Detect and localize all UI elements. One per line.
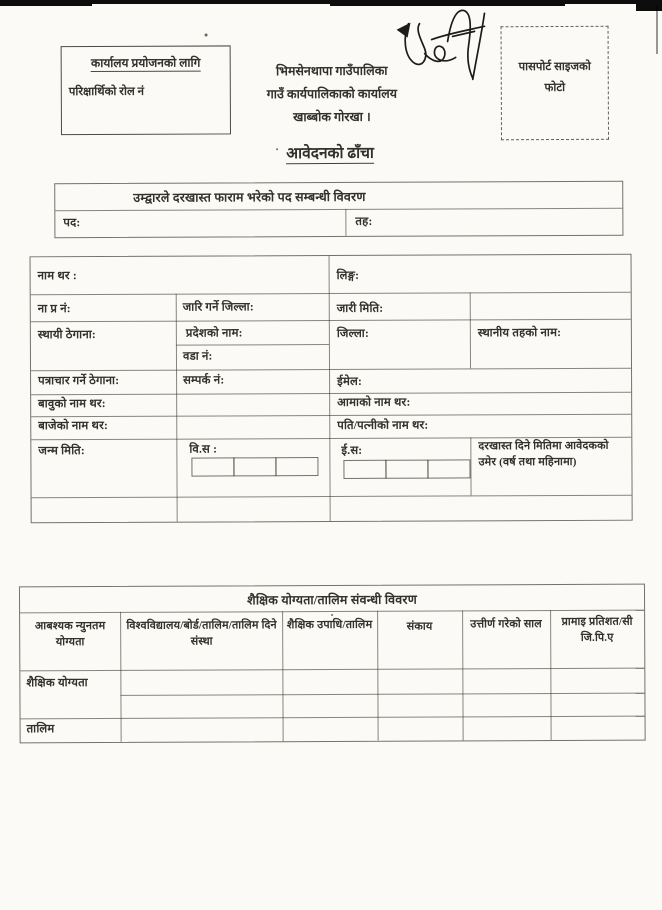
contact-no-label: सम्पर्क नं: — [183, 374, 225, 387]
edu-col-faculty: संकाय — [406, 620, 433, 633]
education-table — [19, 584, 646, 744]
org-name: भिमसेनथापा गाउँपालिका — [275, 63, 388, 79]
divider — [329, 256, 331, 521]
name-label: नाम थर : — [37, 270, 77, 283]
scan-speck — [276, 148, 278, 150]
bs-label: वि.स : — [189, 443, 218, 456]
edu-row-qualification: शैक्षिक योग्यता — [26, 677, 88, 690]
level-label: तह: — [355, 215, 373, 228]
post-table-header: उम्द्वारले दरखास्त फाराम भरेको पद सम्बन्धी विवरण — [133, 189, 366, 205]
divider — [345, 209, 346, 236]
province-name-label: प्रदेशको नाम: — [185, 327, 243, 340]
office-use-title-text: कार्यालय प्रयोजनको लागि — [90, 55, 201, 71]
mailing-address-label: पत्राचार गर्ने ठेगाना: — [38, 374, 120, 388]
form-title-text: आवेदनको ढाँचा — [286, 144, 374, 163]
divider — [176, 294, 178, 522]
edu-col-percentage-gpa: प्रामाइ प्रतिशत/सी जि.पि.ए — [561, 615, 633, 644]
divider — [31, 392, 631, 396]
edu-col-passed-year: उत्तीर्ण गरेको साल — [470, 618, 542, 631]
personal-details-table — [30, 254, 633, 524]
divider — [120, 612, 122, 742]
org-office: गाउँ कार्यपालिकाको कार्यालय — [266, 86, 397, 102]
photo-label-line2: फोटो — [544, 81, 566, 95]
gender-label: लिङ्ग: — [336, 269, 360, 282]
signature-scribble — [394, 1, 502, 85]
edu-col-institution: विश्वविद्यालय/बोर्ड/तालिम/तालिम दिने संस्था — [126, 619, 277, 648]
issue-date-label: जारी मिति: — [336, 302, 384, 315]
age-note: दरखास्त दिने मितिमा आवेदकको उमेर (वर्ष तथा महिनामा) — [478, 439, 609, 469]
mother-name-label: आमाको नाम थर: — [337, 396, 411, 409]
examinee-roll-no-label: परिक्षार्थिको रोल नं — [68, 85, 145, 99]
grandfather-name-label: बाजेको नाम थर: — [38, 419, 109, 433]
spouse-name-label: पति/पत्नीको नाम थर: — [337, 419, 429, 432]
education-table-title: शैक्षिक योग्यता/तालिम संवन्धी विवरण — [247, 592, 417, 608]
citizenship-no-label: ना प्र नं: — [37, 303, 71, 316]
photo-label-line1: पासपोर्ट साइजको — [518, 60, 591, 74]
bs-date-boxes — [191, 457, 318, 477]
divider — [31, 414, 631, 418]
divider — [32, 495, 632, 499]
divider — [31, 319, 631, 323]
scan-speck — [205, 34, 208, 37]
divider — [55, 208, 622, 211]
edu-row-training: तालिम — [26, 723, 55, 736]
ad-date-boxes — [343, 459, 470, 479]
divider — [31, 292, 631, 296]
post-label: पद: — [63, 217, 81, 230]
post-details-table — [54, 181, 623, 238]
ink-blot — [397, 23, 411, 38]
form-title — [230, 141, 430, 164]
edu-col-degree: शैक्षिक उपाधि/तालिम — [286, 618, 373, 632]
district-label: जिल्ला: — [336, 327, 370, 340]
divider — [470, 437, 471, 495]
email-label: ईमेल: — [337, 375, 363, 388]
dob-label: जन्म मिति: — [38, 445, 85, 458]
divider — [176, 344, 329, 346]
issuing-district-label: जारि गर्ने जिल्ला: — [182, 301, 254, 314]
scan-speck — [331, 614, 333, 616]
ad-label: ई.स: — [341, 444, 363, 457]
passport-photo-box — [501, 26, 609, 140]
office-use-box — [61, 45, 231, 135]
edu-col-min-qualification: आबश्यक न्युनतम योग्यता — [34, 619, 106, 649]
ward-no-label: वडा नं: — [182, 350, 213, 363]
office-use-title — [62, 53, 230, 71]
divider — [470, 292, 471, 368]
permanent-address-label: स्थायी ठेगाना: — [37, 329, 96, 342]
divider — [31, 368, 631, 372]
passport-photo-label — [502, 57, 608, 99]
father-name-label: बावुको नाम थर: — [38, 397, 106, 411]
divider — [120, 693, 644, 696]
local-level-name-label: स्थानीय तहको नाम: — [477, 326, 562, 340]
org-address: खाब्बोक गोरखा । — [293, 109, 371, 125]
